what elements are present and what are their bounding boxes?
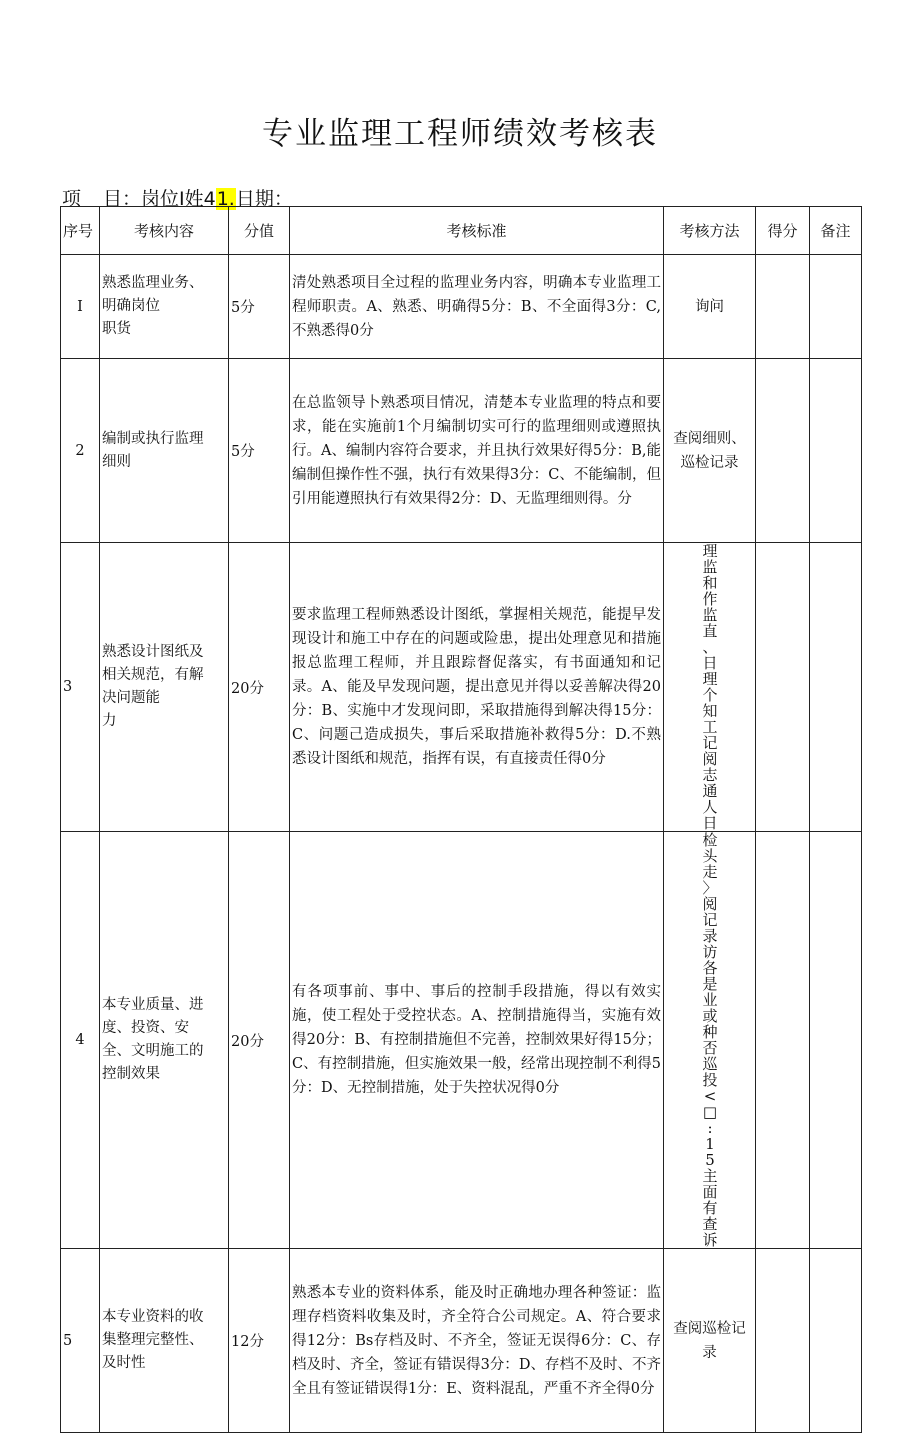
page-title: 专业监理工程师绩效考核表 [262,116,658,152]
method-glyph: 日 [702,814,717,832]
method-glyph: < [703,1087,716,1105]
method-glyph: 监 [702,558,717,576]
row-standard: 清处熟悉项目全过程的监理业务内容，明确本专业监理工程师职责。A、熟悉、明确得5分：B、不全面得3分：C,不熟悉得0分 [290,255,664,359]
row-method: 询问 [664,255,756,359]
content-line: 熟悉设计图纸及 [102,644,204,660]
highlighted-mark: 1. [216,188,235,210]
method-glyph: 检 [702,831,717,849]
header-seq: 序号 [61,207,100,255]
content-line: 本专业资料的收 [102,1309,204,1325]
row-standard: 在总监领导卜熟悉项目情况，清楚本专业监理的特点和要求，能在实施前1个月编制切实可行的监理细则或遵照执行。A、编制内容符合要求，并且执行效果好得5分：B,能编制但操作性不强，执行有效果得3分：C、不能编制，但引用能遵照执行有效果得2分：D、无监理细则得。分 [290,359,664,543]
method-glyph: □ [702,1103,717,1121]
method-glyph: : [707,1119,712,1137]
method-glyph: 理 [702,542,717,560]
method-line: 查阅巡检记 [673,1320,746,1337]
header-note: 备注 [810,207,862,255]
method-glyph: 人 [702,798,717,816]
content-line: 及时性 [102,1355,146,1371]
method-glyph: 巡 [702,1055,717,1073]
table-row [61,832,862,1249]
method-glyph: 投 [702,1071,717,1089]
method-glyph: 知 [702,702,717,720]
method-glyph: 录 [702,927,717,945]
method-glyph: 直 [702,622,717,640]
table-row [61,1249,862,1433]
row-score: 5分 [229,255,290,359]
method-glyph: 阅 [702,750,717,768]
method-glyph: 记 [702,734,717,752]
method-glyph: 理 [702,670,717,688]
assessment-table [60,206,862,1433]
row-content [100,832,229,1249]
row-score: 20分 [229,543,290,832]
row-seq: 5 [61,1249,100,1433]
method-vertical-text [666,543,753,831]
method-glyph: 主 [702,1167,717,1185]
method-glyph: 阅 [702,895,717,913]
position-name-label: 目：岗位Ⅰ姓4 [103,188,216,210]
method-glyph: 志 [702,766,717,784]
content-line: 决问题能 [102,690,160,706]
method-line: 录 [702,1344,717,1361]
content-line: 度、投资、安 [102,1020,189,1036]
row-seq: 3 [61,543,100,832]
content-line: 编制或执行监理 [102,430,204,447]
row-seq: Ⅰ [61,255,100,359]
content-line: 本专业质量、进 [102,997,204,1013]
row-note-cell[interactable] [810,832,862,1249]
method-glyph: 个 [702,686,717,704]
method-glyph: 头 [702,847,717,865]
header-content: 考核内容 [100,207,229,255]
header-method: 考核方法 [664,207,756,255]
row-result-cell[interactable] [756,543,810,832]
method-glyph: 作 [702,590,717,608]
method-glyph: 监 [702,606,717,624]
method-glyph: 各 [702,959,717,977]
row-standard: 要求监理工程师熟悉设计图纸，掌握相关规范，能提早发现设计和施工中存在的问题或险患，提出处理意见和措施报总监理工程师，并且跟踪督促落实，有书面通知和记录。A、能及早发现问题，提出意见并得以妥善解决得20分：B、实施中才发现问即，采取措施得到解决得15分：C、问题己造成损失，事后采取措施补救得5分：D.不熟悉设计图纸和规范，指挥有误，有直接责任得0分 [290,543,664,832]
row-content [100,543,229,832]
row-score: 20分 [229,832,290,1249]
method-glyph: 、 [702,638,717,656]
content-line: 细则 [102,453,131,470]
method-glyph: 诉 [702,1231,717,1249]
method-glyph: 通 [702,782,717,800]
method-glyph: 是 [702,975,717,993]
row-seq: 4 [61,832,100,1249]
content-line: 集整理完整性、 [102,1332,204,1348]
method-vertical-text [666,832,753,1248]
row-standard: 有各项事前、事中、事后的控制手段措施，得以有效实施，使工程处于受控状态。A、控制措施得当，实施有效得20分：B、有控制措施但不完善，控制效果好得15分；C、有控制措施，但实施效果一般，经常出现控制不利得5分：D、无控制措施，处于失控状况得0分 [290,832,664,1249]
row-result-cell[interactable] [756,1249,810,1433]
row-note-cell[interactable] [810,255,862,359]
date-label: 日期： [235,188,293,210]
method-glyph: 种 [702,1023,717,1041]
row-content [100,255,229,359]
method-glyph: 〉 [702,879,717,897]
method-glyph: 记 [702,911,717,929]
method-line: 查阅细则、 [673,430,746,447]
row-method [664,359,756,543]
row-seq: 2 [61,359,100,543]
header-result: 得分 [756,207,810,255]
row-note-cell[interactable] [810,1249,862,1433]
row-standard: 熟悉本专业的资料体系，能及时正确地办理各种签证：监理存档资料收集及时，齐全符合公司规定。A、符合要求得12分：Bs存档及时、不齐全，签证无误得6分：C、存档及时、齐全，签证有错误得3分：D、存档不及时、不齐全且有签证错误得1分：E、资料混乱，严重不齐全得0分 [290,1249,664,1433]
content-line: 控制效果 [102,1066,160,1082]
row-score: 12分 [229,1249,290,1433]
method-glyph: 否 [702,1039,717,1057]
content-line: 职货 [102,321,131,337]
method-glyph: 访 [702,943,717,961]
method-glyph: 1 [705,1135,714,1153]
method-glyph: 和 [702,574,717,592]
content-line: 力 [102,713,117,729]
row-method [664,543,756,832]
row-score: 5分 [229,359,290,543]
table-header-row [61,207,862,255]
method-glyph: 或 [702,1007,717,1025]
row-method [664,832,756,1249]
method-glyph: 5 [705,1151,714,1169]
content-line: 全、文明施工的 [102,1043,204,1059]
content-line: 明确岗位 [102,298,160,314]
row-note-cell[interactable] [810,543,862,832]
header-score: 分值 [229,207,290,255]
row-result-cell[interactable] [756,255,810,359]
method-glyph: 查 [702,1215,717,1233]
content-line: 相关规范，有解 [102,667,204,683]
row-note-cell[interactable] [810,359,862,543]
method-glyph: 有 [702,1199,717,1217]
row-result-cell[interactable] [756,832,810,1249]
header-standard: 考核标准 [290,207,664,255]
row-content [100,359,229,543]
row-result-cell[interactable] [756,359,810,543]
row-content [100,1249,229,1433]
project-label: 项 [62,188,82,210]
method-glyph: 走 [702,863,717,881]
table-row [61,359,862,543]
method-glyph: 工 [702,718,717,736]
row-method [664,1249,756,1433]
content-line: 熟悉监理业务、 [102,275,204,291]
method-glyph: 面 [702,1183,717,1201]
method-glyph: 业 [702,991,717,1009]
table-row [61,543,862,832]
table-row [61,255,862,359]
method-line: 巡检记录 [680,454,739,471]
method-glyph: 日 [702,654,717,672]
